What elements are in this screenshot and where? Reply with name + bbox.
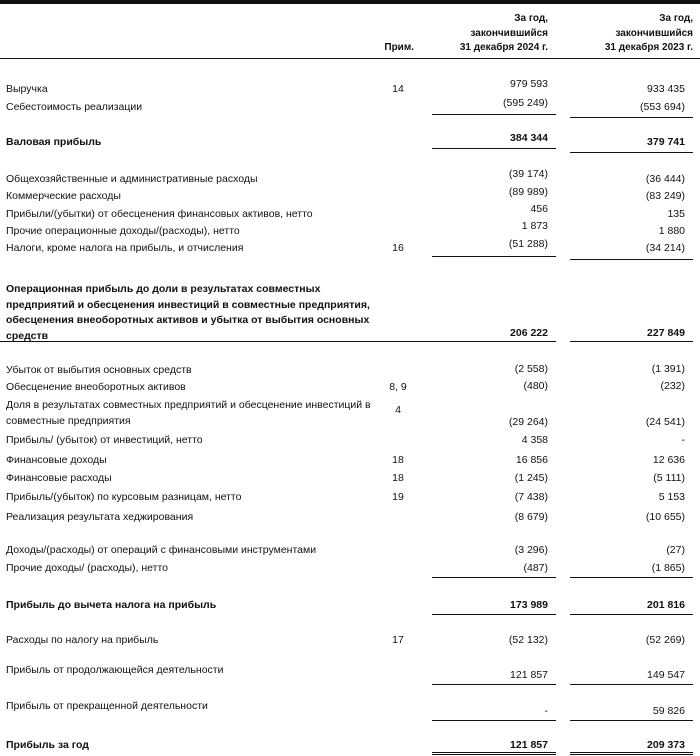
row-note: 18 bbox=[392, 454, 404, 466]
total-rule bbox=[570, 152, 693, 153]
row-value-2023: (5 111) bbox=[653, 472, 685, 484]
row-value-2024: (51 288) bbox=[508, 238, 548, 250]
row-label: Прибыль/(убыток) по курсовым разницам, нетто bbox=[6, 491, 242, 503]
row-note: 8, 9 bbox=[389, 381, 407, 393]
subtotal-rule bbox=[570, 577, 693, 578]
row-value-2023: (232) bbox=[660, 380, 685, 392]
total-rule bbox=[0, 341, 556, 342]
grand-total-rule bbox=[570, 752, 693, 755]
subtotal-rule bbox=[432, 114, 556, 115]
total-rule bbox=[432, 614, 556, 615]
row-value-2024: 206 222 bbox=[510, 327, 548, 339]
row-value-2024: (89 989) bbox=[508, 186, 548, 198]
row-value-2024: 4 358 bbox=[521, 434, 548, 446]
row-note: 14 bbox=[392, 83, 404, 95]
row-value-2023: - bbox=[681, 434, 685, 446]
row-value-2023: 209 373 bbox=[647, 739, 685, 751]
row-value-2023: (10 655) bbox=[645, 511, 685, 523]
row-value-2023: 201 816 bbox=[647, 599, 685, 611]
total-rule bbox=[570, 341, 693, 342]
row-label: Финансовые расходы bbox=[6, 472, 112, 484]
row-value-2024: 384 344 bbox=[510, 132, 548, 144]
row-value-2024: 1 873 bbox=[521, 220, 548, 232]
subtotal-rule bbox=[570, 259, 693, 260]
grand-total-rule bbox=[432, 752, 556, 755]
row-value-2024: 16 856 bbox=[515, 454, 548, 466]
row-label: Налоги, кроме налога на прибыль, и отчисления bbox=[6, 242, 244, 254]
row-value-2024: (52 132) bbox=[508, 634, 548, 646]
row-label: Коммерческие расходы bbox=[6, 190, 121, 202]
row-label: Валовая прибыль bbox=[6, 136, 102, 148]
row-note: 19 bbox=[392, 491, 404, 503]
row-label: Прибыли/(убытки) от обесценения финансовых активов, нетто bbox=[6, 208, 313, 220]
row-value-2024: (3 296) bbox=[514, 544, 548, 556]
row-label: Прибыль от прекращенной деятельности bbox=[6, 700, 208, 712]
row-value-2023: 227 849 bbox=[647, 327, 685, 339]
row-value-2023: 135 bbox=[667, 208, 685, 220]
row-value-2023: 5 153 bbox=[658, 491, 685, 503]
row-value-2024: 173 989 bbox=[510, 599, 548, 611]
row-value-2024: (29 264) bbox=[508, 416, 548, 428]
row-value-2023: 149 547 bbox=[647, 669, 685, 681]
column-header-2024 bbox=[432, 12, 548, 56]
row-value-2024: - bbox=[544, 705, 548, 717]
row-value-2024: (8 679) bbox=[514, 511, 548, 523]
row-value-2023: (1 865) bbox=[651, 562, 685, 574]
row-value-2024: 979 593 bbox=[510, 78, 548, 90]
row-value-2024: 121 857 bbox=[510, 669, 548, 681]
row-value-2024: 456 bbox=[530, 203, 548, 215]
header-2024-line-3: 31 декабря 2024 г. bbox=[459, 42, 548, 53]
row-label: Обесценение внеоборотных активов bbox=[6, 381, 186, 393]
row-value-2023: 12 636 bbox=[652, 454, 685, 466]
row-note: 16 bbox=[392, 242, 404, 254]
header-2023-line-1: За год, bbox=[659, 13, 693, 24]
row-label: Себестоимость реализации bbox=[6, 101, 143, 113]
row-value-2024: (39 174) bbox=[508, 168, 548, 180]
column-header-2023 bbox=[575, 12, 693, 56]
header-2023-line-3: 31 декабря 2023 г. bbox=[604, 42, 693, 53]
subtotal-rule bbox=[432, 577, 556, 578]
row-note: 18 bbox=[392, 472, 404, 484]
subtotal-rule bbox=[570, 684, 693, 685]
row-label: Прочие доходы/ (расходы), нетто bbox=[6, 562, 168, 574]
subtotal-rule bbox=[570, 117, 693, 118]
row-value-2024: (480) bbox=[523, 380, 548, 392]
row-label: Финансовые доходы bbox=[6, 454, 107, 466]
row-label: Выручка bbox=[6, 83, 48, 95]
row-value-2023: 59 826 bbox=[652, 705, 685, 717]
total-rule bbox=[432, 148, 556, 149]
header-rule bbox=[0, 58, 700, 59]
row-value-2024: (7 438) bbox=[514, 491, 548, 503]
subtotal-rule bbox=[570, 720, 693, 721]
row-value-2023: 1 880 bbox=[658, 225, 685, 237]
row-value-2023: (83 249) bbox=[645, 190, 685, 202]
row-label: Убыток от выбытия основных средств bbox=[6, 364, 192, 376]
subtotal-rule bbox=[432, 720, 556, 721]
row-label: Прибыль от продолжающейся деятельности bbox=[6, 664, 224, 676]
row-label: Доля в результатах совместных предприятий и обесценение инвестиций в совместные предприятия bbox=[6, 399, 371, 427]
row-value-2024: (487) bbox=[523, 562, 548, 574]
row-label: Прочие операционные доходы/(расходы), нетто bbox=[6, 225, 240, 237]
header-2024-line-1: За год, bbox=[514, 13, 548, 24]
row-label: Реализация результата хеджирования bbox=[6, 511, 194, 523]
note-column-header: Прим. bbox=[384, 42, 414, 53]
row-value-2023: (553 694) bbox=[640, 101, 685, 113]
row-label: Прибыль/ (убыток) от инвестиций, нетто bbox=[6, 434, 203, 446]
row-note: 4 bbox=[395, 404, 401, 416]
row-value-2023: (24 541) bbox=[645, 416, 685, 428]
row-label: Прибыль до вычета налога на прибыль bbox=[6, 599, 217, 611]
row-value-2023: 933 435 bbox=[647, 83, 685, 95]
header-2023-line-2: закончившийся bbox=[615, 27, 693, 39]
row-value-2023: (52 269) bbox=[645, 634, 685, 646]
row-label: Расходы по налогу на прибыль bbox=[6, 634, 159, 646]
row-label: Общехозяйственные и административные расходы bbox=[6, 173, 258, 185]
row-label: Операционная прибыль до доли в результатах совместных предприятий и обесценения инвестиций в совместные предприятия, обесценения внеоборотных активов и убытка от выбытия основных средств bbox=[6, 283, 370, 342]
row-value-2024: 121 857 bbox=[510, 739, 548, 751]
subtotal-rule bbox=[432, 684, 556, 685]
row-value-2023: (27) bbox=[666, 544, 685, 556]
row-value-2024: (2 558) bbox=[514, 363, 548, 375]
row-value-2024: (1 245) bbox=[514, 472, 548, 484]
header-2024-line-2: закончившийся bbox=[470, 27, 548, 39]
row-value-2023: 379 741 bbox=[647, 136, 685, 148]
row-value-2024: (595 249) bbox=[503, 97, 548, 109]
total-rule bbox=[570, 614, 693, 615]
row-value-2023: (36 444) bbox=[645, 173, 685, 185]
row-label: Доходы/(расходы) от операций с финансовыми инструментами bbox=[6, 544, 317, 556]
row-value-2023: (1 391) bbox=[651, 363, 685, 375]
subtotal-rule bbox=[432, 256, 556, 257]
row-note: 17 bbox=[392, 634, 404, 646]
row-label: Прибыль за год bbox=[6, 739, 89, 751]
row-value-2023: (34 214) bbox=[645, 242, 685, 254]
